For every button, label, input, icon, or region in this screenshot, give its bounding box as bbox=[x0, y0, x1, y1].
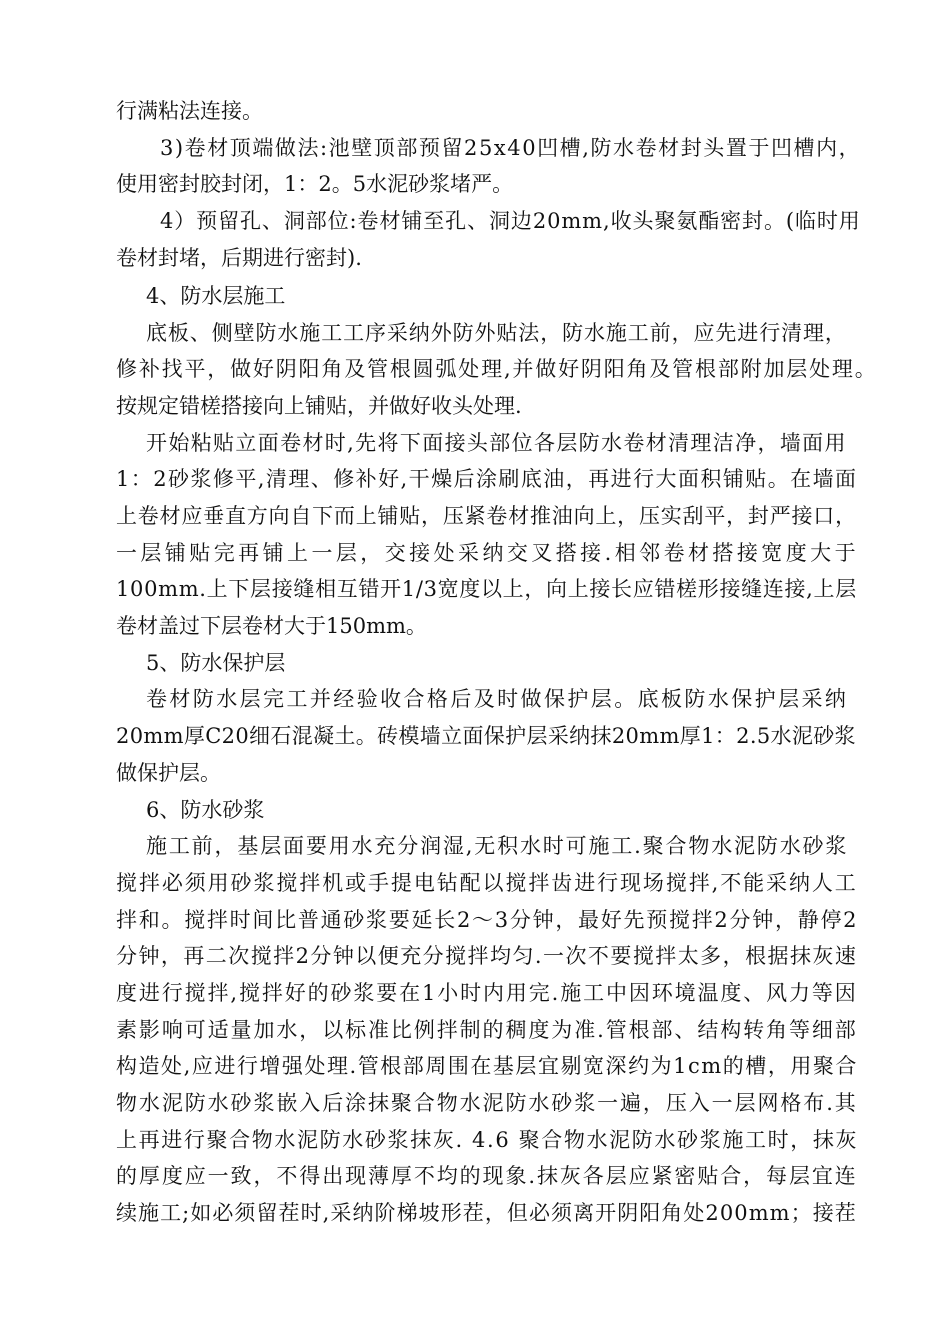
text-line: 做保护层。 bbox=[116, 761, 221, 785]
text-line: 3)卷材顶端做法:池壁顶部预留25x40凹槽,防水卷材封头置于凹槽内， bbox=[160, 136, 862, 160]
text-line: 按规定错槎搭接向上铺贴，并做好收头处理. bbox=[116, 394, 522, 418]
text-line: 卷材盖过下层卷材大于150mm。 bbox=[116, 614, 427, 638]
text-line: 续施工;如必须留茬时,采纳阶梯坡形茬，但必须离开阴阳角处200mm；接茬 bbox=[116, 1201, 857, 1225]
text-line: 1：2砂浆修平,清理、修补好,干燥后涂刷底油，再进行大面积铺贴。在墙面 bbox=[116, 467, 858, 491]
text-line: 100mm.上下层接缝相互错开1/3宽度以上，向上接长应错槎形接缝连接,上层 bbox=[116, 577, 857, 601]
text-line: 施工前，基层面要用水充分润湿,无积水时可施工.聚合物水泥防水砂浆 bbox=[146, 834, 849, 858]
text-line: 物水泥防水砂浆嵌入后涂抹聚合物水泥防水砂浆一遍，压入一层网格布.其 bbox=[116, 1091, 858, 1115]
text-line: 20mm厚C20细石混凝土。砖模墙立面保护层采纳抹20mm厚1：2.5水泥砂浆 bbox=[116, 724, 856, 748]
text-line: 素影响可适量加水，以标准比例拌制的稠度为准.管根部、结构转角等细部 bbox=[116, 1018, 858, 1042]
text-line: 分钟，再二次搅拌2分钟以便充分搅拌均匀.一次不要搅拌太多，根据抹灰速 bbox=[116, 944, 858, 968]
text-line: 拌和。搅拌时间比普通砂浆要延长2～3分钟，最好先预搅拌2分钟，静停2 bbox=[116, 908, 859, 932]
text-line: 底板、侧壁防水施工工序采纳外防外贴法，防水施工前，应先进行清理， bbox=[146, 321, 847, 345]
text-line: 搅拌必须用砂浆搅拌机或手提电钻配以搅拌齿进行现场搅拌,不能采纳人工 bbox=[116, 871, 858, 895]
text-line: 行满粘法连接。 bbox=[116, 99, 263, 123]
text-line: 卷材封堵，后期进行密封). bbox=[116, 246, 362, 270]
text-line: 构造处,应进行增强处理.管根部周围在基层宜剔宽深约为1cm的槽，用聚合 bbox=[116, 1054, 858, 1078]
text-line: 卷材防水层完工并经验收合格后及时做保护层。底板防水保护层采纳 bbox=[146, 687, 849, 711]
text-line: 使用密封胶封闭，1：2。5水泥砂浆堵严。 bbox=[116, 172, 514, 196]
text-line: 修补找平，做好阴阳角及管根圆弧处理,并做好阴阳角及管根部附加层处理。 bbox=[116, 357, 878, 381]
text-line: 4）预留孔、洞部位:卷材铺至孔、洞边20mm,收头聚氨酯密封。(临时用 bbox=[160, 209, 861, 233]
section-heading: 6、防水砂浆 bbox=[146, 798, 265, 822]
text-line: 上再进行聚合物水泥防水砂浆抹灰. 4.6 聚合物水泥防水砂浆施工时，抹灰 bbox=[116, 1128, 859, 1152]
text-line: 一层铺贴完再铺上一层，交接处采纳交叉搭接.相邻卷材搭接宽度大于 bbox=[116, 541, 860, 565]
section-heading: 5、防水保护层 bbox=[146, 651, 286, 675]
text-line: 度进行搅拌,搅拌好的砂浆要在1小时内用完.施工中因环境温度、风力等因 bbox=[116, 981, 858, 1005]
text-line: 的厚度应一致，不得出现薄厚不均的现象.抹灰各层应紧密贴合，每层宜连 bbox=[116, 1164, 858, 1188]
text-line: 上卷材应垂直方向自下而上铺贴，压紧卷材推油向上，压实刮平，封严接口， bbox=[116, 504, 857, 528]
text-line: 开始粘贴立面卷材时,先将下面接头部位各层防水卷材清理洁净，墙面用 bbox=[146, 431, 847, 455]
section-heading: 4、防水层施工 bbox=[146, 284, 286, 308]
